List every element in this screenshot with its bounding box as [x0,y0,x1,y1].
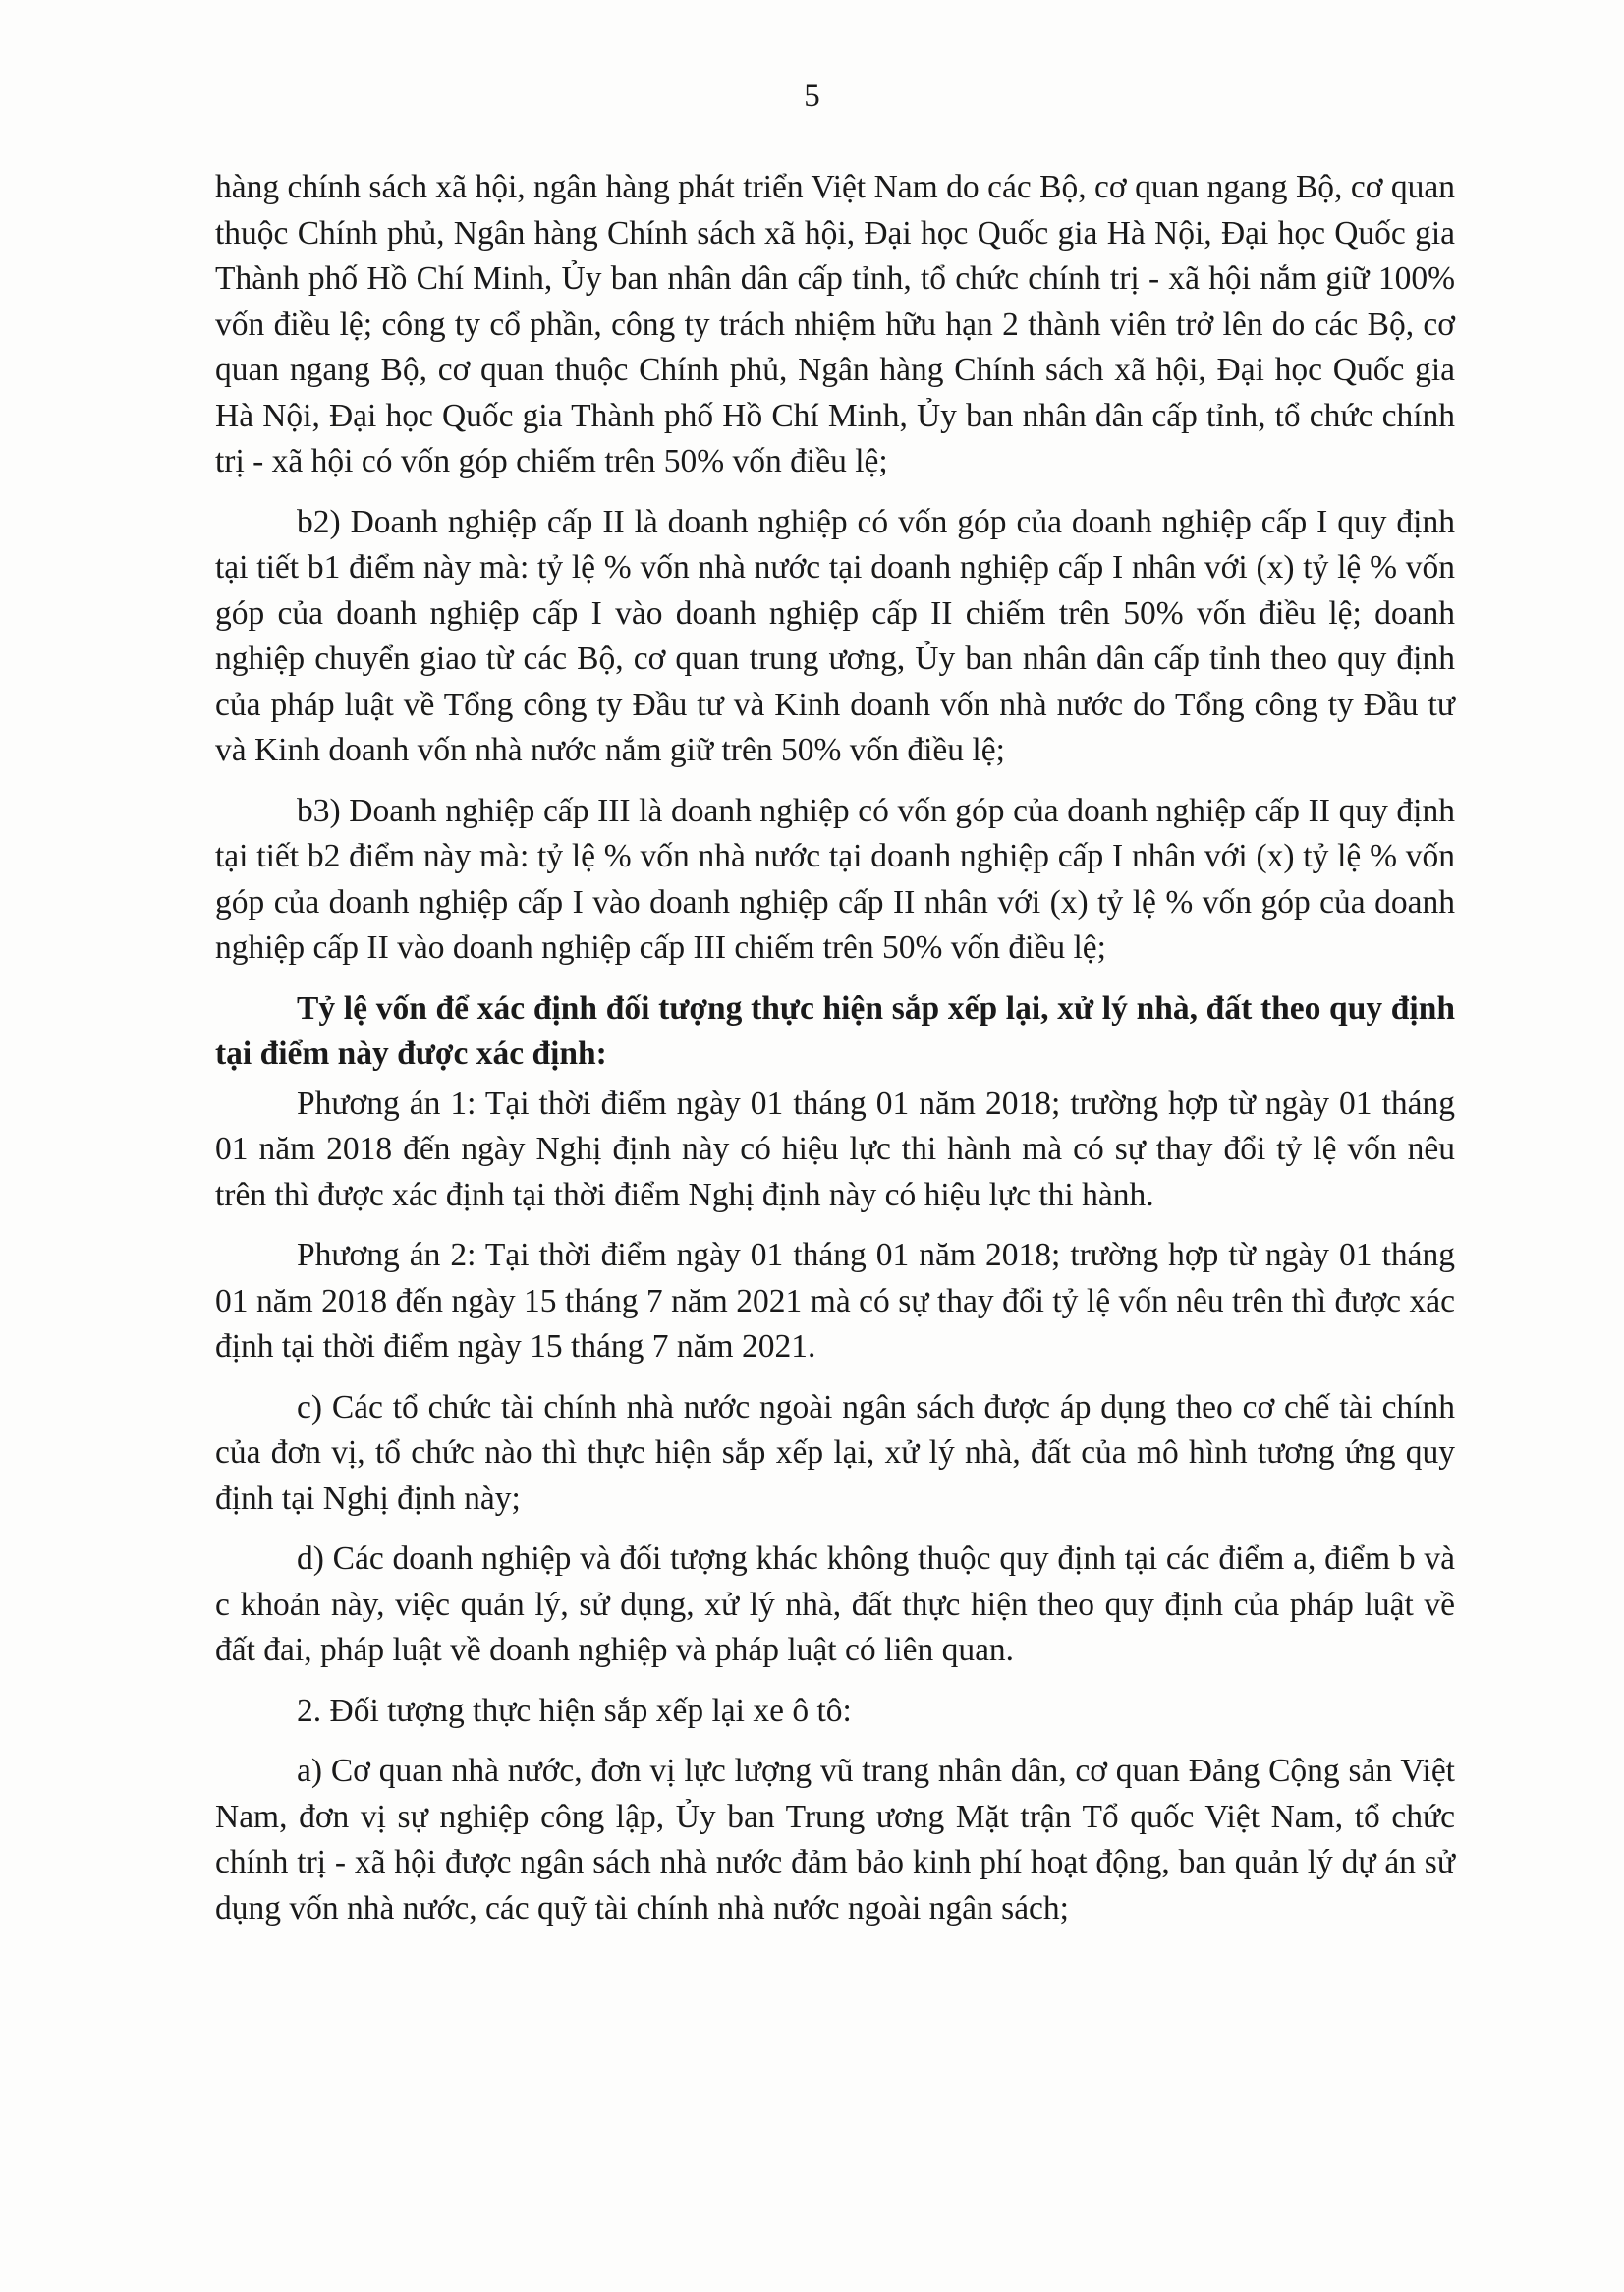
paragraph-capital-ratio-heading: Tỷ lệ vốn để xác định đối tượng thực hiện sắp xếp lại, xử lý nhà, đất theo quy định tại điểm này được xác định: [215,989,1455,1072]
paragraph-continuation: hàng chính sách xã hội, ngân hàng phát triển Việt Nam do các Bộ, cơ quan ngang Bộ, cơ quan thuộc Chính phủ, Ngân hàng Chính sách xã hội, Đại học Quốc gia Hà Nội, Đại học Quốc gia Thành phố Hồ Chí Minh, Ủy ban nhân dân cấp tỉnh, tổ chức chính trị - xã hội nắm giữ 100% vốn điều lệ; công ty cổ phần, công ty trách nhiệm hữu hạn 2 thành viên trở lên do các Bộ, cơ quan ngang Bộ, cơ quan thuộc Chính phủ, Ngân hàng Chính sách xã hội, Đại học Quốc gia Hà Nội, Đại học Quốc gia Thành phố Hồ Chí Minh, Ủy ban nhân dân cấp tỉnh, tổ chức chính trị - xã hội có vốn góp chiếm trên 50% vốn điều lệ; [215,169,1455,479]
paragraph-section-2: 2. Đối tượng thực hiện sắp xếp lại xe ô tô: [297,1692,852,1729]
paragraph-2a: a) Cơ quan nhà nước, đơn vị lực lượng vũ trang nhân dân, cơ quan Đảng Cộng sản Việt Nam, đơn vị sự nghiệp công lập, Ủy ban Trung ương Mặt trận Tổ quốc Việt Nam, tổ chức chính trị - xã hội được ngân sách nhà nước đảm bảo kinh phí hoạt động, ban quản lý dự án sử dụng vốn nhà nước, các quỹ tài chính nhà nước ngoài ngân sách; [215,1753,1455,1927]
paragraph-option-2: Phương án 2: Tại thời điểm ngày 01 tháng 01 năm 2018; trường hợp từ ngày 01 tháng 01 năm 2018 đến ngày 15 tháng 7 năm 2021 mà có sự thay đổi tỷ lệ vốn nêu trên thì được xác định tại thời điểm ngày 15 tháng 7 năm 2021. [215,1237,1455,1365]
paragraph-c: c) Các tổ chức tài chính nhà nước ngoài ngân sách được áp dụng theo cơ chế tài chính của đơn vị, tổ chức nào thì thực hiện sắp xếp lại, xử lý nhà, đất của mô hình tương ứng quy định tại Nghị định này; [215,1388,1455,1517]
paragraph-d: d) Các doanh nghiệp và đối tượng khác không thuộc quy định tại các điểm a, điểm b và c khoản này, việc quản lý, sử dụng, xử lý nhà, đất thực hiện theo quy định của pháp luật về đất đai, pháp luật về doanh nghiệp và pháp luật có liên quan. [215,1540,1455,1668]
paragraph-option-1: Phương án 1: Tại thời điểm ngày 01 tháng 01 năm 2018; trường hợp từ ngày 01 tháng 01 năm 2018 đến ngày Nghị định này có hiệu lực thi hành mà có sự thay đổi tỷ lệ vốn nêu trên thì được xác định tại thời điểm Nghị định này có hiệu lực thi hành. [215,1085,1455,1213]
paragraph-b3: b3) Doanh nghiệp cấp III là doanh nghiệp có vốn góp của doanh nghiệp cấp II quy định tại tiết b2 điểm này mà: tỷ lệ % vốn nhà nước tại doanh nghiệp cấp I nhân với (x) tỷ lệ % vốn góp của doanh nghiệp cấp I vào doanh nghiệp cấp II nhân với (x) tỷ lệ % vốn góp của doanh nghiệp cấp II vào doanh nghiệp cấp III chiếm trên 50% vốn điều lệ; [215,792,1455,966]
paragraph-b2: b2) Doanh nghiệp cấp II là doanh nghiệp có vốn góp của doanh nghiệp cấp I quy định tại tiết b1 điểm này mà: tỷ lệ % vốn nhà nước tại doanh nghiệp cấp I nhân với (x) tỷ lệ % vốn góp của doanh nghiệp cấp I vào doanh nghiệp cấp II chiếm trên 50% vốn điều lệ; doanh nghiệp chuyển giao từ các Bộ, cơ quan trung ương, Ủy ban nhân dân cấp tỉnh theo quy định của pháp luật về Tổng công ty Đầu tư và Kinh doanh vốn nhà nước do Tổng công ty Đầu tư và Kinh doanh vốn nhà nước nắm giữ trên 50% vốn điều lệ; [215,503,1455,768]
document-body [215,165,1455,1946]
page-number: 5 [804,79,820,114]
